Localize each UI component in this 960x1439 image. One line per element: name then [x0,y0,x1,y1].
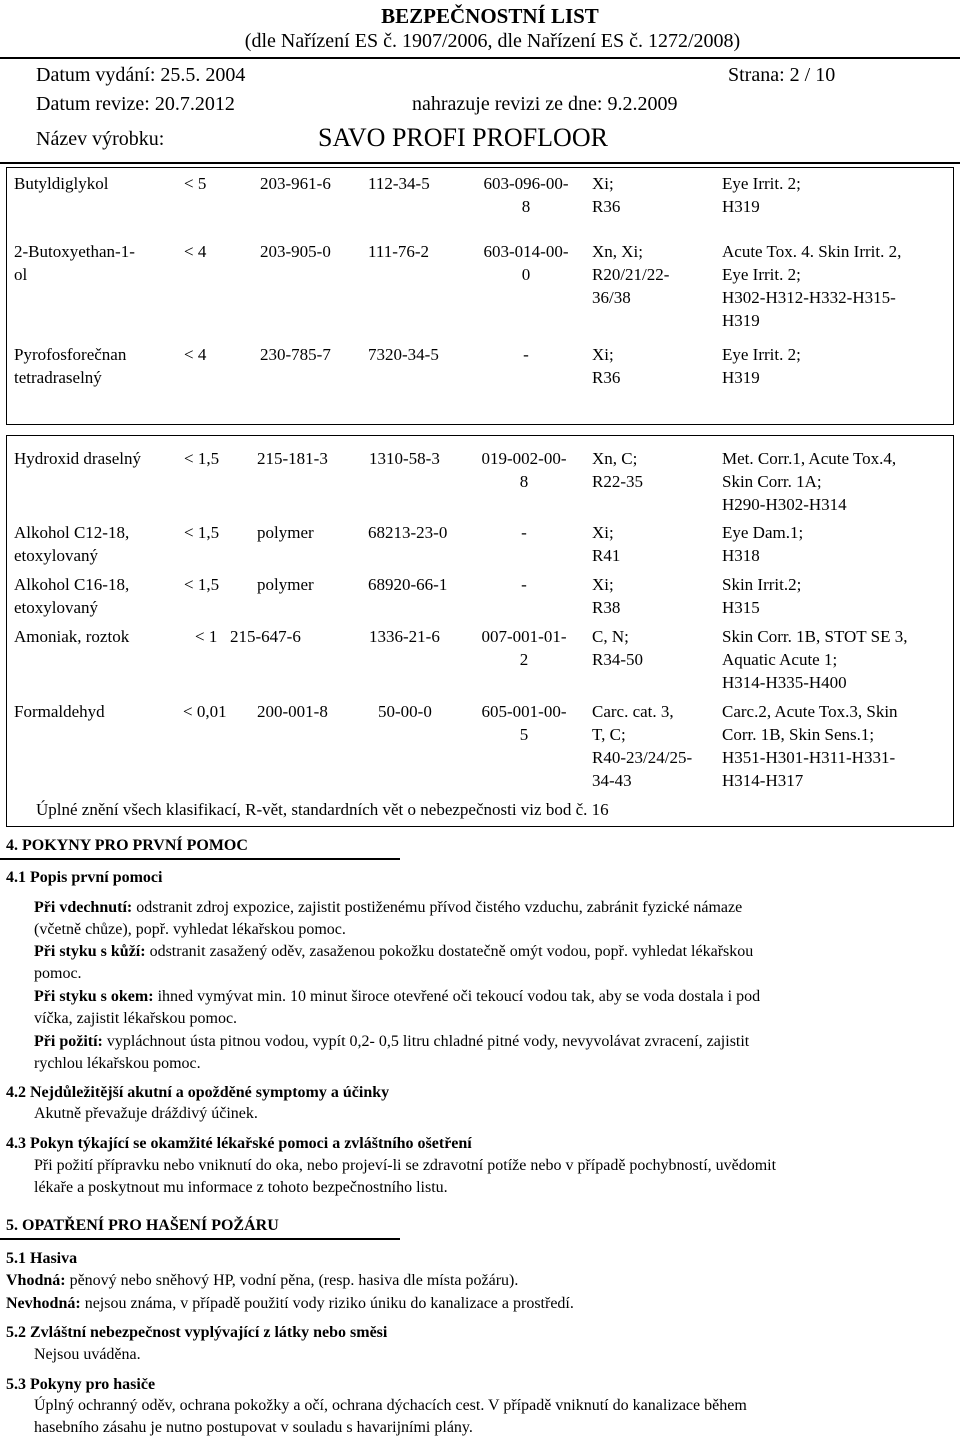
table-cell-line: 007-001-01- [481,627,567,646]
table-cell-line: 1310-58-3 [369,449,440,468]
inhalation-label: Při vdechnutí: [34,899,133,916]
table-cell-clp [722,343,952,389]
table-cell-cas [368,521,468,544]
table-cell-line: Amoniak, roztok [14,627,130,646]
table-cell-cls [592,172,707,218]
table-cell-line: H351-H301-H311-H331- [722,748,896,767]
eye-text-2: víčka, zajistit lékařskou pomoc. [34,1010,238,1027]
skin-text-1: odstranit zasažený oděv, zasaženou pokožku dostatečně omýt vodou, popř. vyhledat lékařskou [145,943,754,960]
table-cell-clp [722,700,952,792]
table-cell-line: < 1,5 [184,523,220,542]
table-cell-line: Eye Irrit. 2; [722,174,801,193]
table-cell-conc [184,573,244,596]
unsuitable-label: Nevhodná: [6,1295,81,1312]
table-cell-conc [184,240,244,263]
unsuitable-text: nejsou známa, v případě použití vody riziko úniku do kanalizace a prostředí. [80,1295,574,1312]
table-cell-line: 112-34-5 [368,174,430,193]
section-5-2-text: Nejsou uváděna. [34,1346,141,1363]
table-cell-ec [260,343,355,366]
table-cell-line: 8 [521,197,531,216]
table-cell-line: < 0,01 [183,702,227,721]
section-4-3-title: 4.3 Pokyn týkající se okamžité lékařské pomoci a zvláštního ošetření [6,1135,472,1152]
table-cell-clp [722,172,952,218]
table-cell-clp [722,240,952,332]
section-5-3-text-2: hasebního zásahu je nutno postupovat v souladu s havarijními plány. [34,1419,473,1436]
table-cell-line: H319 [722,311,760,330]
product-name: SAVO PROFI PROFLOOR [318,123,608,152]
table-cell-line: < 1 [195,627,218,646]
section-4-2-text: Akutně převažuje dráždivý účinek. [34,1105,258,1122]
table-cell-clp [722,625,952,694]
table-cell-name [14,521,179,567]
table-cell-ec [257,447,352,470]
suitable-media [6,1270,518,1292]
inhalation-text-1: odstranit zdroj expozice, zajistit postiženému přívod čistého vzduchu, zabránit fyzické námaze [132,899,743,916]
table-cell-line: R36 [592,197,621,216]
suitable-label: Vhodná: [6,1272,66,1289]
table-cell-line: tetradraselný [14,368,102,387]
table-cell-cls [592,625,712,671]
table-cell-clp [722,447,952,516]
table-cell-line: 2-Butoxyethan-1- [14,242,135,261]
table-cell-line: 36/38 [592,288,631,307]
eye-text-1: ihned vymývat min. 10 minut široce otevřené oči tekoucí vodou tak, aby se voda dostala i pod [153,988,761,1005]
skin-label: Při styku s kůží: [34,943,146,960]
table-cell-line: T, C; [592,725,626,744]
table-cell-line: 34-43 [592,771,632,790]
section-5-3-title: 5.3 Pokyny pro hasiče [6,1376,156,1393]
issue-date: Datum vydání: 25.5. 2004 [36,64,246,86]
table-cell-line: Hydroxid draselný [14,449,142,468]
table-cell-line: ol [14,265,28,284]
table-cell-conc [183,700,243,723]
table-cell-ec [257,700,352,723]
table-cell-line: R41 [592,546,621,565]
table-cell-index [476,172,576,218]
table-cell-conc [184,447,244,470]
table-cell-line: H315 [722,598,760,617]
table-cell-line: R20/21/22- [592,265,670,284]
table-cell-line: 50-00-0 [378,702,432,721]
eye-label: Při styku s okem: [34,988,154,1005]
section-4-3-text-2: lékaře a poskytnout mu informace z tohoto bezpečnostního listu. [34,1179,448,1196]
table-cell-line: Carc.2, Acute Tox.3, Skin [722,702,898,721]
table-cell-clp [722,573,952,619]
table-cell-line: 019-002-00- [481,449,567,468]
table-cell-cas [368,343,468,366]
table-cell-line: 8 [519,472,529,491]
table-cell-line: - [521,523,527,542]
table-cell-name [14,343,174,389]
section-5-1-title: 5.1 Hasiva [6,1250,78,1267]
table-cell-line: 1336-21-6 [369,627,440,646]
table-cell-index [474,573,574,596]
table-cell-line: Xi; [592,174,614,193]
header-bottom-rule [0,162,960,164]
table-cell-line: Alkohol C12-18, [14,523,130,542]
section-4-2-title: 4.2 Nejdůležitější akutní a opožděné symptomy a účinky [6,1084,390,1101]
table-cell-line: Skin Corr. 1A; [722,472,822,491]
table-cell-line: C, N; [592,627,629,646]
table-cell-line: H314-H317 [722,771,804,790]
table-cell-line: polymer [257,523,314,542]
table-cell-line: 2 [519,650,529,669]
table-cell-line: < 4 [184,345,207,364]
section-5-title: 5. OPATŘENÍ PRO HAŠENÍ POŽÁRU [6,1217,279,1234]
table-cell-index [476,240,576,286]
table-cell-line: 203-905-0 [260,242,331,261]
table-cell-line: 68213-23-0 [368,523,448,542]
table-cell-line: Pyrofosforečnan [14,345,127,364]
section-4-3-text-1: Při požití přípravku nebo vniknutí do oka, nebo projeví-li se zdravotní potíže nebo v případě pochybností, uvědomit [34,1157,777,1174]
ingestion-label: Při požití: [34,1033,103,1050]
table-cell-cls [592,447,712,493]
table-cell-line: Xn, Xi; [592,242,643,261]
document-title: BEZPEČNOSTNÍ LIST [381,4,599,28]
table-cell-line: H314-H335-H400 [722,673,847,692]
header-rule [0,57,960,59]
table-cell-line: Xn, C; [592,449,638,468]
table-cell-name [14,240,174,286]
table-cell-line: Formaldehyd [14,702,105,721]
table-cell-name [14,172,174,195]
section-5-2-title: 5.2 Zvláštní nebezpečnost vyplývající z látky nebo směsi [6,1324,388,1341]
table-cell-line: Skin Corr. 1B, STOT SE 3, [722,627,908,646]
page-number: Strana: 2 / 10 [728,64,836,86]
table-cell-line: 230-785-7 [260,345,331,364]
section-4-1-title: 4.1 Popis první pomoci [6,869,163,886]
section-4-rule [0,858,400,860]
table-cell-line: - [521,575,527,594]
table-cell-name [14,447,179,470]
suitable-text: pěnový nebo sněhový HP, vodní pěna, (resp. hasiva dle místa požáru). [65,1272,519,1289]
table-cell-line: R22-35 [592,472,643,491]
document-subtitle: (dle Nařízení ES č. 1907/2006, dle Nařízení ES č. 1272/2008) [244,30,741,52]
table-cell-name [14,625,179,648]
section-4-3-text [34,1155,776,1199]
table-cell-line: R40-23/24/25- [592,748,693,767]
first-aid-ingestion [34,1031,749,1075]
table-cell-line: < 4 [184,242,207,261]
table-cell-line: Xi; [592,345,614,364]
table-cell-clp [722,521,952,567]
table-cell-line: Aquatic Acute 1; [722,650,838,669]
table-cell-line: R34-50 [592,650,643,669]
table-cell-cls [592,521,712,567]
table-cell-line: H302-H312-H332-H315- [722,288,896,307]
ingestion-text-1: vypláchnout ústa pitnou vodou, vypít 0,2- 0,5 litru chladné pitné vody, nevyvolávat zvracení, zajistit [102,1033,750,1050]
table-cell-line: 7320-34-5 [368,345,439,364]
table-cell-line: 605-001-00- [481,702,567,721]
table-cell-index [476,343,576,366]
table-cell-line: 603-014-00- [483,242,569,261]
table-cell-cls [592,240,707,309]
table-cell-line: Butyldiglykol [14,174,109,193]
section-4-title: 4. POKYNY PRO PRVNÍ POMOC [6,837,248,854]
table-cell-cas [368,172,468,195]
table-cell-line: < 1,5 [184,449,220,468]
table-cell-ec [260,172,355,195]
table-cell-name [14,700,179,723]
table-cell-index [474,700,574,746]
table-cell-line: H318 [722,546,760,565]
table-footnote: Úplné znění všech klasifikací, R-vět, standardních vět o nebezpečnosti viz bod č. 16 [36,800,609,819]
first-aid-eye [34,986,760,1030]
table-cell-line: 111-76-2 [368,242,430,261]
unsuitable-media [6,1293,574,1315]
skin-text-2: pomoc. [34,965,82,982]
revision-date: Datum revize: 20.7.2012 [36,93,235,115]
table-cell-ec [260,240,355,263]
table-cell-cas [368,573,468,596]
table-cell-name [14,573,179,619]
table-cell-line: Skin Irrit.2; [722,575,802,594]
table-cell-line: 603-096-00- [483,174,569,193]
table-cell-line: Carc. cat. 3, [592,702,674,721]
table-cell-line: 200-001-8 [257,702,328,721]
table-cell-line: polymer [257,575,314,594]
table-cell-conc [184,521,244,544]
table-cell-cls [592,343,707,389]
section-5-3-text [34,1395,747,1439]
first-aid-skin [34,941,753,985]
table-cell-index [474,521,574,544]
table-cell-index [474,625,574,671]
table-cell-line: 0 [521,265,531,284]
replaces-revision: nahrazuje revizi ze dne: 9.2.2009 [412,93,678,115]
table-cell-line: etoxylovaný [14,598,99,617]
table-cell-cas [369,447,469,470]
table-cell-line: Eye Irrit. 2; [722,345,801,364]
product-label: Název výrobku: [36,128,165,150]
table-cell-line: Xi; [592,575,614,594]
table-cell-line: Corr. 1B, Skin Sens.1; [722,725,875,744]
table-cell-line: Met. Corr.1, Acute Tox.4, [722,449,897,468]
table-cell-line: H290-H302-H314 [722,495,847,514]
table-cell-line: 203-961-6 [260,174,331,193]
table-cell-line: Eye Irrit. 2; [722,265,801,284]
table-cell-line: H319 [722,368,760,387]
table-cell-ec [257,521,352,544]
table-cell-cas [368,240,468,263]
table-cell-ec [230,625,325,648]
table-cell-cls [592,573,712,619]
ingestion-text-2: rychlou lékařskou pomoc. [34,1055,201,1072]
table-cell-line: H319 [722,197,760,216]
section-5-3-text-1: Úplný ochranný oděv, ochrana pokožky a očí, ochrana dýchacích cest. V případě vniknutí do kanalizace během [34,1397,747,1414]
table-cell-line: < 1,5 [184,575,220,594]
table-cell-ec [257,573,352,596]
table-cell-cas [378,700,478,723]
table-cell-cls [592,700,712,792]
table-cell-line: Xi; [592,523,614,542]
table-cell-line: < 5 [184,174,207,193]
table-cell-line: - [523,345,529,364]
table-cell-line: 215-647-6 [230,627,301,646]
inhalation-text-2: (včetně chůze), popř. vyhledat lékařskou pomoc. [34,921,346,938]
table-cell-line: 68920-66-1 [368,575,448,594]
table-cell-line: 5 [519,725,529,744]
table-cell-conc [184,343,244,366]
table-cell-line: Eye Dam.1; [722,523,804,542]
table-cell-line: etoxylovaný [14,546,99,565]
table-cell-line: Acute Tox. 4. Skin Irrit. 2, [722,242,902,261]
table-cell-line: R38 [592,598,621,617]
first-aid-inhalation [34,897,742,941]
table-cell-line: Alkohol C16-18, [14,575,130,594]
table-cell-line: 215-181-3 [257,449,328,468]
table-cell-conc [184,172,244,195]
table-cell-line: R36 [592,368,621,387]
table-cell-cas [369,625,469,648]
section-5-rule [0,1238,400,1240]
table-cell-index [474,447,574,493]
